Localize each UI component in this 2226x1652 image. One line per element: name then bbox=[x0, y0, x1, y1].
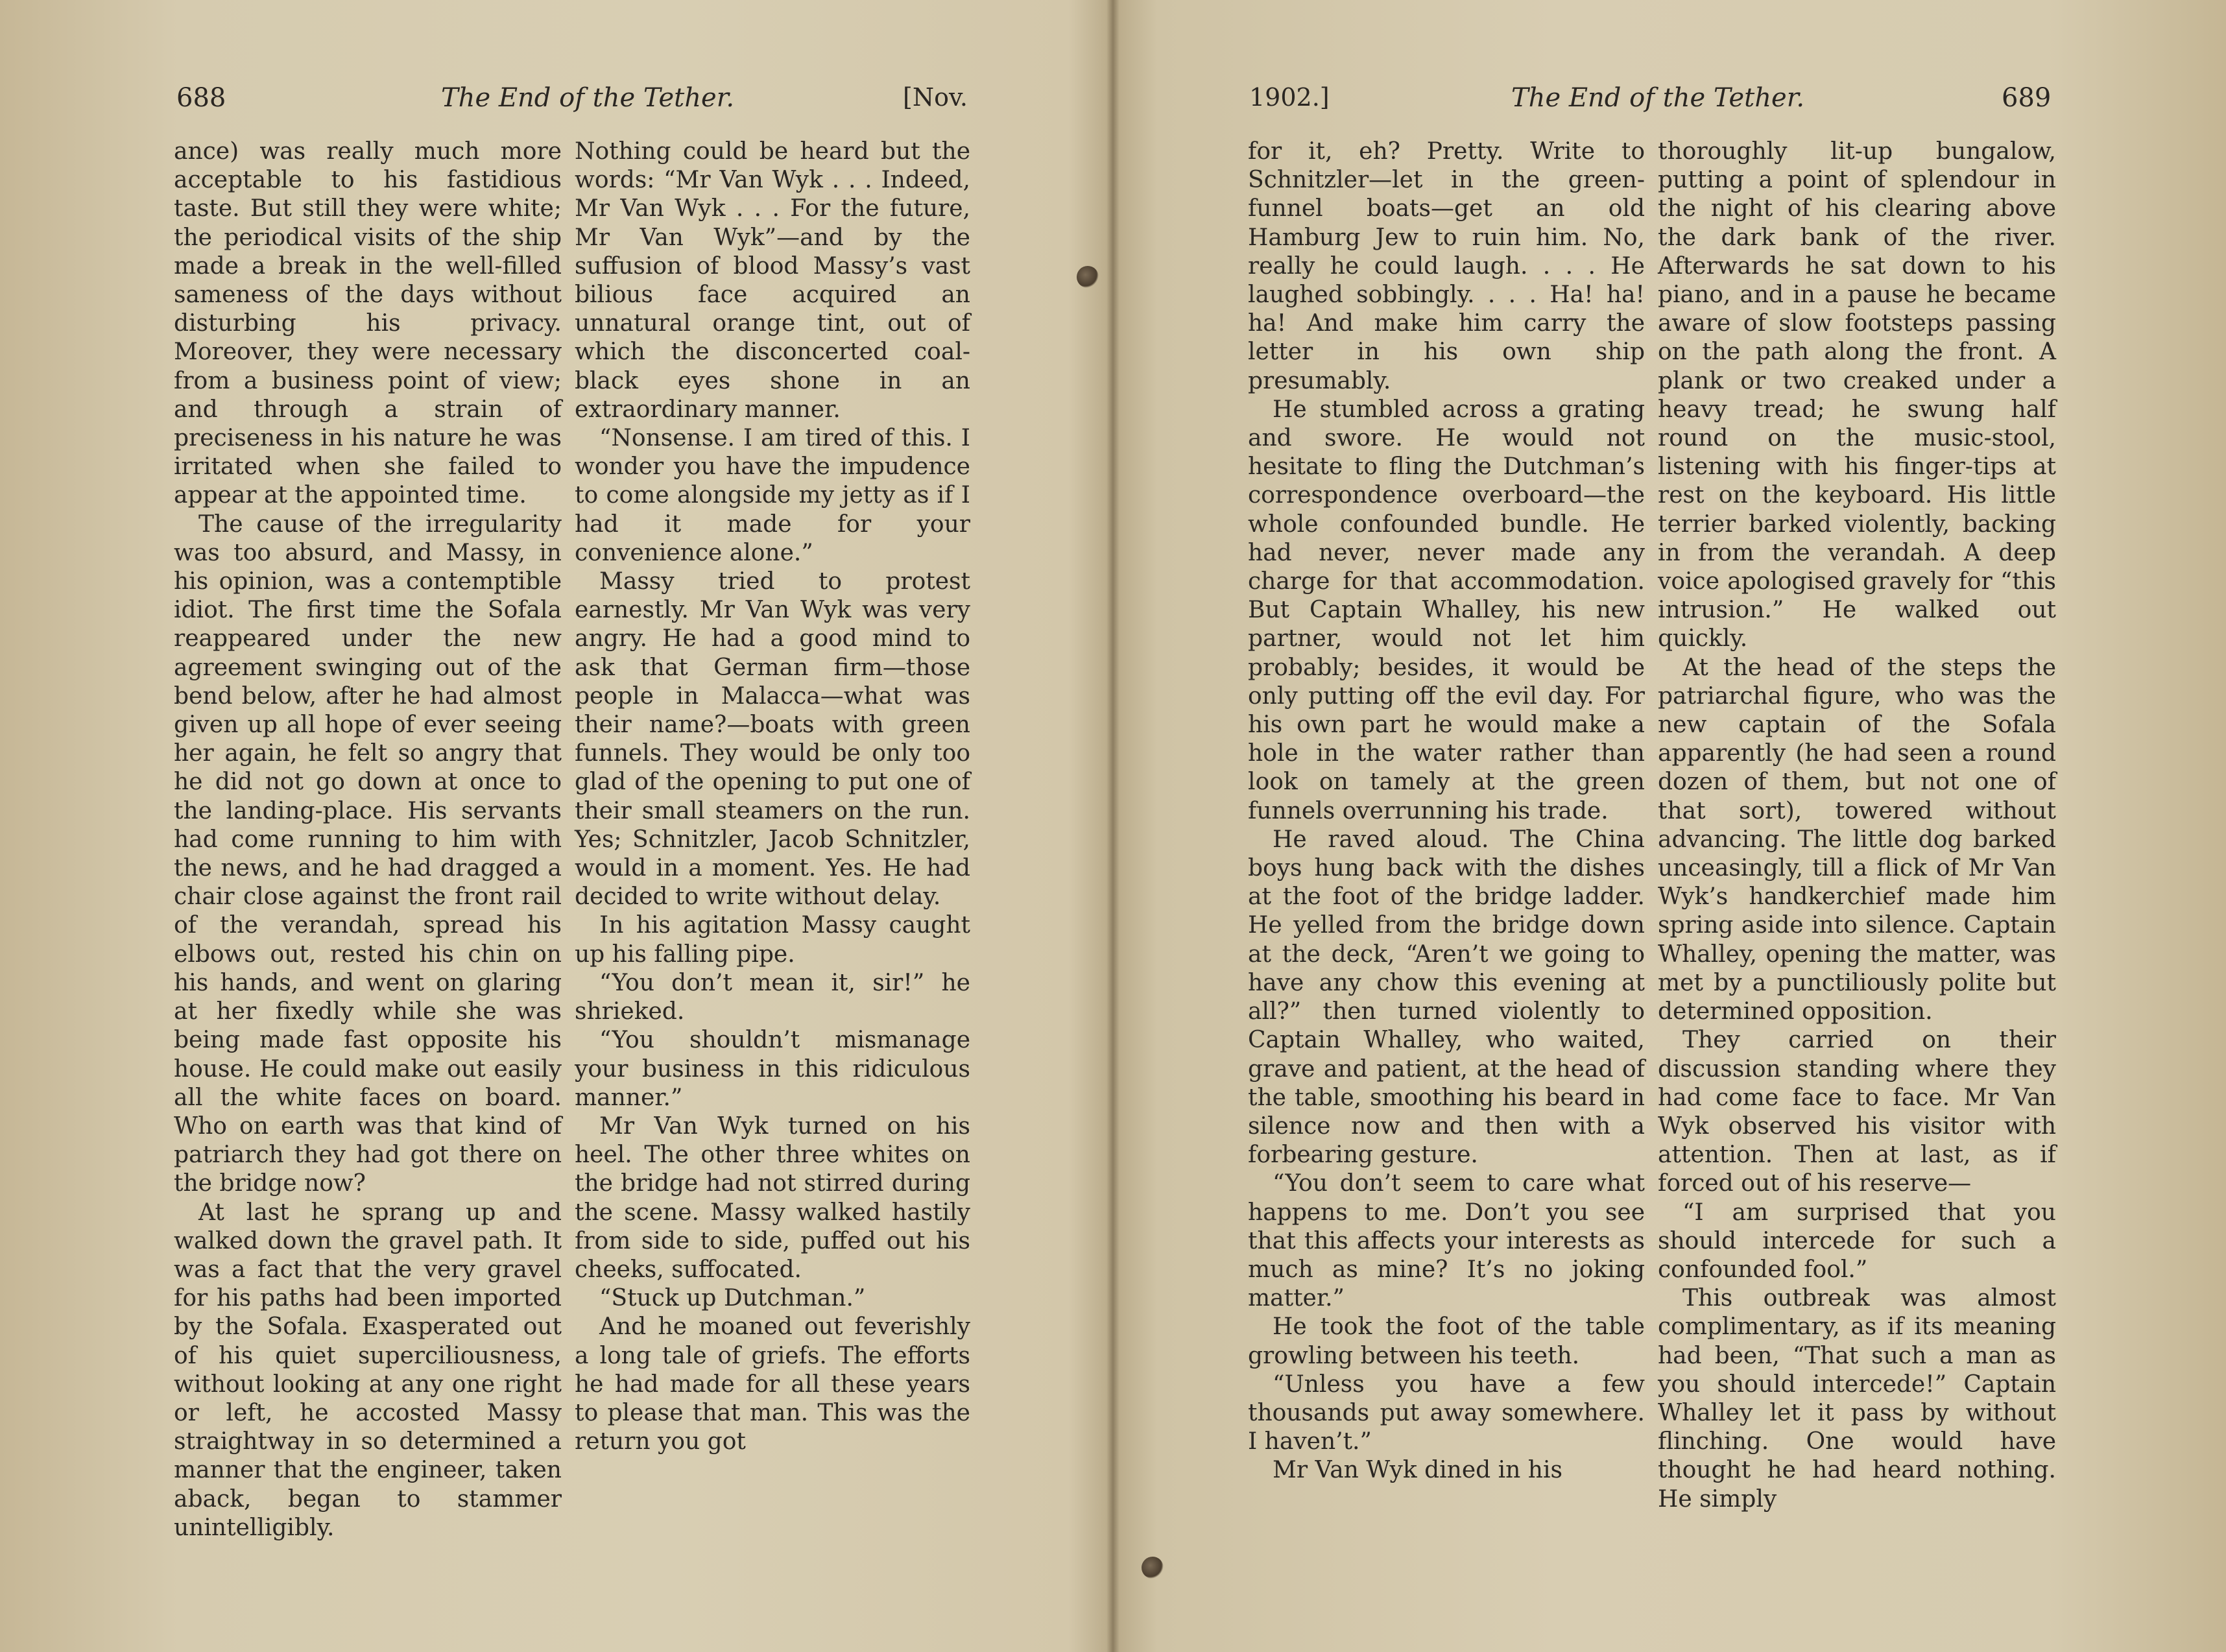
paragraph: At last he sprang up and walked down the gravel path. It was a fact that the very gravel for his paths had been imported by the Sofala. Exasperated out of his quiet superciliousness, without looking at any one right or left, he accosted Massy straightway in so determined a manner that the engineer, taken aback, began to stammer unintelligibly. bbox=[174, 1199, 562, 1541]
page-number: 689 bbox=[2002, 83, 2052, 113]
date-mark: 1902.] bbox=[1249, 83, 1330, 112]
paragraph: Mr Van Wyk dined in his bbox=[1273, 1457, 1562, 1484]
paragraph: He raved aloud. The China boys hung back with the dishes at the foot of the bridge ladder. He yelled from the bridge down at the deck, “Aren’t we going to have any chow this evening at all?” then turned violently to Captain Whalley, who waited, grave and patient, at the head of the table, smoothing his beard in silence now and then with a forbearing gesture. bbox=[1248, 826, 1645, 1169]
paragraph: “Nonsense. I am tired of this. I wonder you have the impudence to come alongside my jetty as if I had it made for your convenience alone.” bbox=[575, 425, 970, 566]
text-column-right bbox=[1658, 138, 2056, 1514]
text-column-left bbox=[1248, 138, 1645, 1485]
paragraph: for it, eh? Pretty. Write to Schnitzler—let in the green-funnel boats—get an old Hamburg Jew to ruin him. No, really he could laugh. . . . He laughed sobbingly. . . . Ha! ha! ha! And make him carry the letter in his own ship presumably. bbox=[1248, 138, 1645, 394]
running-title: The End of the Tether. bbox=[1511, 83, 1805, 113]
paragraph: In his agitation Massy caught up his falling pipe. bbox=[575, 912, 970, 968]
paragraph: The cause of the irregularity was too absurd, and Massy, in his opinion, was a contemptible idiot. The first time the Sofala reappeared under the new agreement swinging out of the bend below, after he had almost given up all hope of ever seeing her again, he felt so angry that he did not go down at once to the landing-place. His servants had come running to him with the news, and he had dragged a chair close against the front rail of the verandah, spread his elbows out, rested his chin on his hands, and went on glaring at her fixedly while she was being made fast opposite his house. He could make out easily all the white faces on board. Who on earth was that kind of patriarch they had got there on the bridge now? bbox=[174, 510, 562, 1197]
paragraph: They carried on their discussion standing where they had come face to face. Mr Van Wyk observed his visitor with attention. Then at last, as if forced out of his reserve— bbox=[1658, 1027, 2056, 1197]
left-page bbox=[0, 0, 1107, 1652]
page-number: 688 bbox=[176, 83, 226, 113]
paragraph: Mr Van Wyk turned on his heel. The other three whites on the bridge had not stirred during the scene. Massy walked hastily from side to side, puffed out his cheeks, suffocated. bbox=[575, 1112, 970, 1283]
paragraph: “I am surprised that you should intercede for such a confounded fool.” bbox=[1658, 1199, 2056, 1283]
paragraph: “You don’t mean it, sir!” he shrieked. bbox=[575, 969, 970, 1025]
paragraph: Nothing could be heard but the words: “Mr Van Wyk . . . Indeed, Mr Van Wyk . . . For the future, Mr Van Wyk”—and by the suffusion of blood Massy’s vast bilious face acquired an unnatural orange tint, out of which the disconcerted coal-black eyes shone in an extraordinary manner. bbox=[575, 138, 970, 423]
paragraph: Massy tried to protest earnestly. Mr Van Wyk was very angry. He had a good mind to ask that German firm—those people in Malacca—what was their name?—boats with green funnels. They would be only too glad of the opening to put one of their small steamers on the run. Yes; Schnitzler, Jacob Schnitzler, would in a moment. Yes. He had decided to write without delay. bbox=[575, 568, 970, 911]
paragraph: He stumbled across a grating and swore. He would not hesitate to fling the Dutchman’s correspondence overboard—the whole confounded bundle. He had never, never made any charge for that accommodation. But Captain Whalley, his new partner, would not let him probably; besides, it would be only putting off the evil day. For his own part he would make a hole in the water rather than look on tamely at the green funnels overrunning his trade. bbox=[1248, 396, 1645, 824]
paragraph: This outbreak was almost complimentary, as if its meaning had been, “That such a man as you should intercede!” Captain Whalley let it pass by without flinching. One would have thought he had heard nothing. He simply bbox=[1658, 1285, 2056, 1513]
running-title: The End of the Tether. bbox=[441, 83, 735, 113]
text-column-right bbox=[575, 138, 970, 1456]
paragraph: He took the foot of the table growling between his teeth. bbox=[1248, 1313, 1645, 1369]
book-gutter bbox=[1107, 0, 1119, 1652]
paragraph: “Unless you have a few thousands put away somewhere. I haven’t.” bbox=[1248, 1371, 1645, 1455]
paragraph: “Stuck up Dutchman.” bbox=[599, 1285, 866, 1312]
paragraph: ance) was really much more acceptable to his fastidious taste. But still they were white; the periodical visits of the ship made a break in the well-filled sameness of the days without disturbing his privacy. Moreover, they were necessary from a business point of view; and through a strain of preciseness in his nature he was irritated when she failed to appear at the appointed time. bbox=[174, 138, 562, 509]
text-column-left bbox=[174, 138, 562, 1542]
right-page bbox=[1119, 0, 2226, 1652]
paragraph: At the head of the steps the patriarchal figure, who was the new captain of the Sofala apparently (he had seen a round dozen of them, but not one of that sort), towered without advancing. The little dog barked unceasingly, till a flick of Mr Van Wyk’s handkerchief made him spring aside into silence. Captain Whalley, opening the matter, was met by a punctiliously polite but determined opposition. bbox=[1658, 654, 2056, 1025]
date-mark: [Nov. bbox=[903, 83, 968, 112]
paragraph: And he moaned out feverishly a long tale of griefs. The efforts he had made for all these years to please that man. This was the return you got bbox=[575, 1313, 970, 1455]
paragraph: “You shouldn’t mismanage your business in this ridiculous manner.” bbox=[575, 1027, 970, 1111]
paragraph: thoroughly lit-up bungalow, putting a point of splendour in the night of his clearing above the dark bank of the river. Afterwards he sat down to his piano, and in a pause he became aware of slow footsteps passing on the path along the front. A plank or two creaked under a heavy tread; he swung half round on the music-stool, listening with his finger-tips at rest on the keyboard. His little terrier barked violently, backing in from the verandah. A deep voice apologised gravely for “this intrusion.” He walked out quickly. bbox=[1658, 138, 2056, 652]
paragraph: “You don’t seem to care what happens to me. Don’t you see that this affects your interests as much as mine? It’s no joking matter.” bbox=[1248, 1170, 1645, 1312]
